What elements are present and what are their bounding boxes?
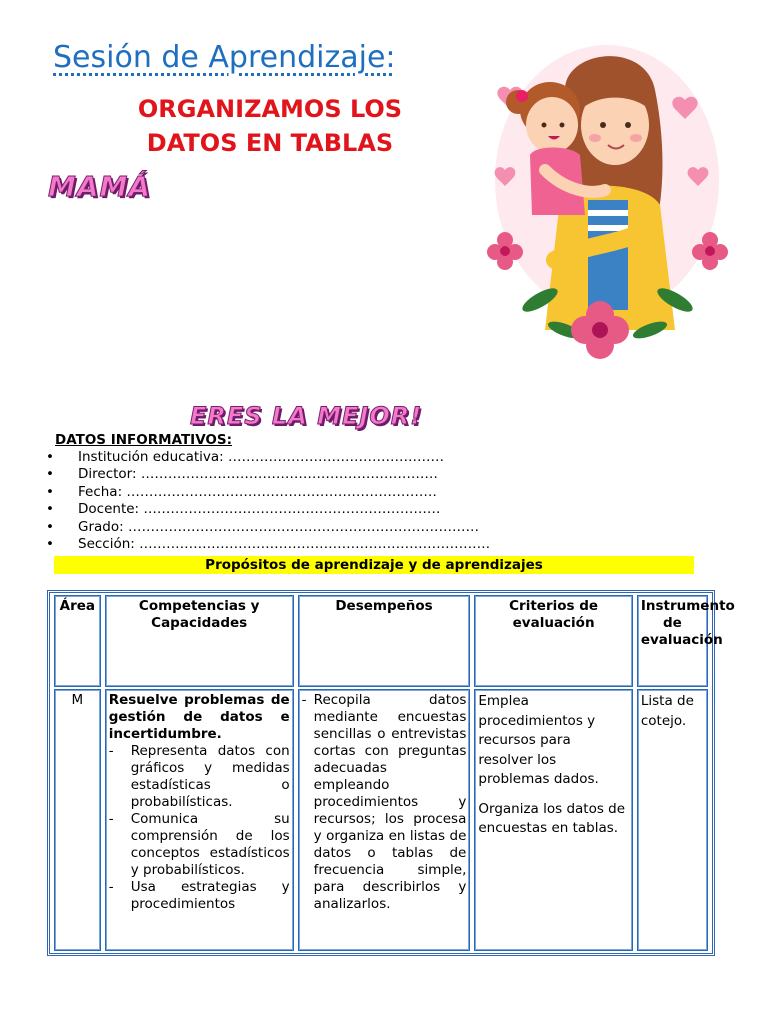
list-item: [46, 449, 490, 466]
criterio-text: Emplea procedimientos y recursos para resolver los problemas dados.: [478, 693, 599, 787]
table-row: [54, 689, 708, 951]
cell-competencias: [105, 689, 294, 951]
competencia-title: Resuelve problemas de gestión de datos e incertidumbre.: [108, 692, 290, 742]
dash-icon: -: [108, 879, 114, 895]
bullet-icon: •: [46, 518, 54, 535]
dash-icon: -: [108, 743, 114, 759]
list-item: [46, 519, 490, 536]
list-item: [46, 484, 490, 501]
desempeno-text: Recopila datos mediante encuestas sencillas o entrevistas cortas con preguntas adecuadas empleando procedimientos y recursos; los procesa y organiza en listas de datos o tablas de frecuencia simple, para describirlos y analizarlos.: [313, 692, 467, 912]
list-item: [46, 501, 490, 518]
capacidad-text: Comunica su comprensión de los conceptos estadísticos y probabilísticos.: [130, 811, 290, 878]
dash-icon: -: [301, 692, 307, 708]
info-fecha: Fecha: ……………………………………………………………: [78, 483, 437, 500]
bullet-icon: •: [46, 449, 54, 465]
info-institucion: Institución educativa: …………………………………………: [78, 449, 445, 465]
bullet-icon: •: [46, 483, 54, 500]
capacidad-text: Usa estrategias y procedimientos: [130, 879, 290, 912]
cell-instrumento: Lista de cotejo.: [637, 689, 708, 951]
header-desempenos: Desempeños: [298, 595, 471, 687]
cell-criterios: [474, 689, 632, 951]
header-instrumento: Instrumento de evaluación: [637, 595, 708, 687]
subtitle-line-2: DATOS EN TABLAS: [146, 129, 394, 157]
cell-area: M: [54, 689, 101, 951]
info-director: Director: …………………………………………………………: [78, 466, 438, 483]
datos-informativos-heading: DATOS INFORMATIVOS:: [55, 432, 233, 448]
info-grado: Grado: ……………………………………………………………………: [78, 518, 479, 535]
list-item: [109, 811, 290, 879]
list-item: [109, 743, 290, 811]
subtitle-line-1: ORGANIZAMOS LOS: [137, 95, 403, 123]
list-item: [109, 879, 290, 913]
info-list: [46, 449, 490, 553]
info-docente: Docente: …………………………………………………………: [78, 501, 441, 518]
capacidad-text: Representa datos con gráficos y medidas estadísticas o probabilísticas.: [130, 743, 290, 810]
bullet-icon: •: [46, 535, 54, 552]
criterio-text: Organiza los datos de encuestas en tablas.: [478, 800, 626, 836]
dash-icon: -: [108, 811, 114, 827]
wordart-eres-la-mejor: ERES LA MEJOR!: [190, 402, 423, 430]
list-item: [302, 692, 467, 913]
header-area: Área: [54, 595, 101, 687]
purposes-heading-bar: Propósitos de aprendizaje y de aprendizajes: [54, 556, 694, 574]
mother-daughter-illustration: [470, 30, 740, 370]
list-item: [46, 536, 490, 553]
purposes-table: [47, 590, 735, 956]
wordart-mama: MAMÁ: [48, 170, 152, 203]
session-subtitle: [80, 92, 460, 160]
header-competencias: Competencias y Capacidades: [105, 595, 294, 687]
table-header-row: [54, 595, 708, 687]
cell-desempenos: [298, 689, 471, 951]
list-item: [46, 466, 490, 483]
bullet-icon: •: [46, 501, 54, 518]
info-seccion: Sección: ……………………………………………………………………: [78, 535, 491, 552]
header-criterios: Criterios de evaluación: [474, 595, 632, 687]
bullet-icon: •: [46, 466, 54, 483]
page-title: Sesión de Aprendizaje:: [53, 40, 396, 75]
